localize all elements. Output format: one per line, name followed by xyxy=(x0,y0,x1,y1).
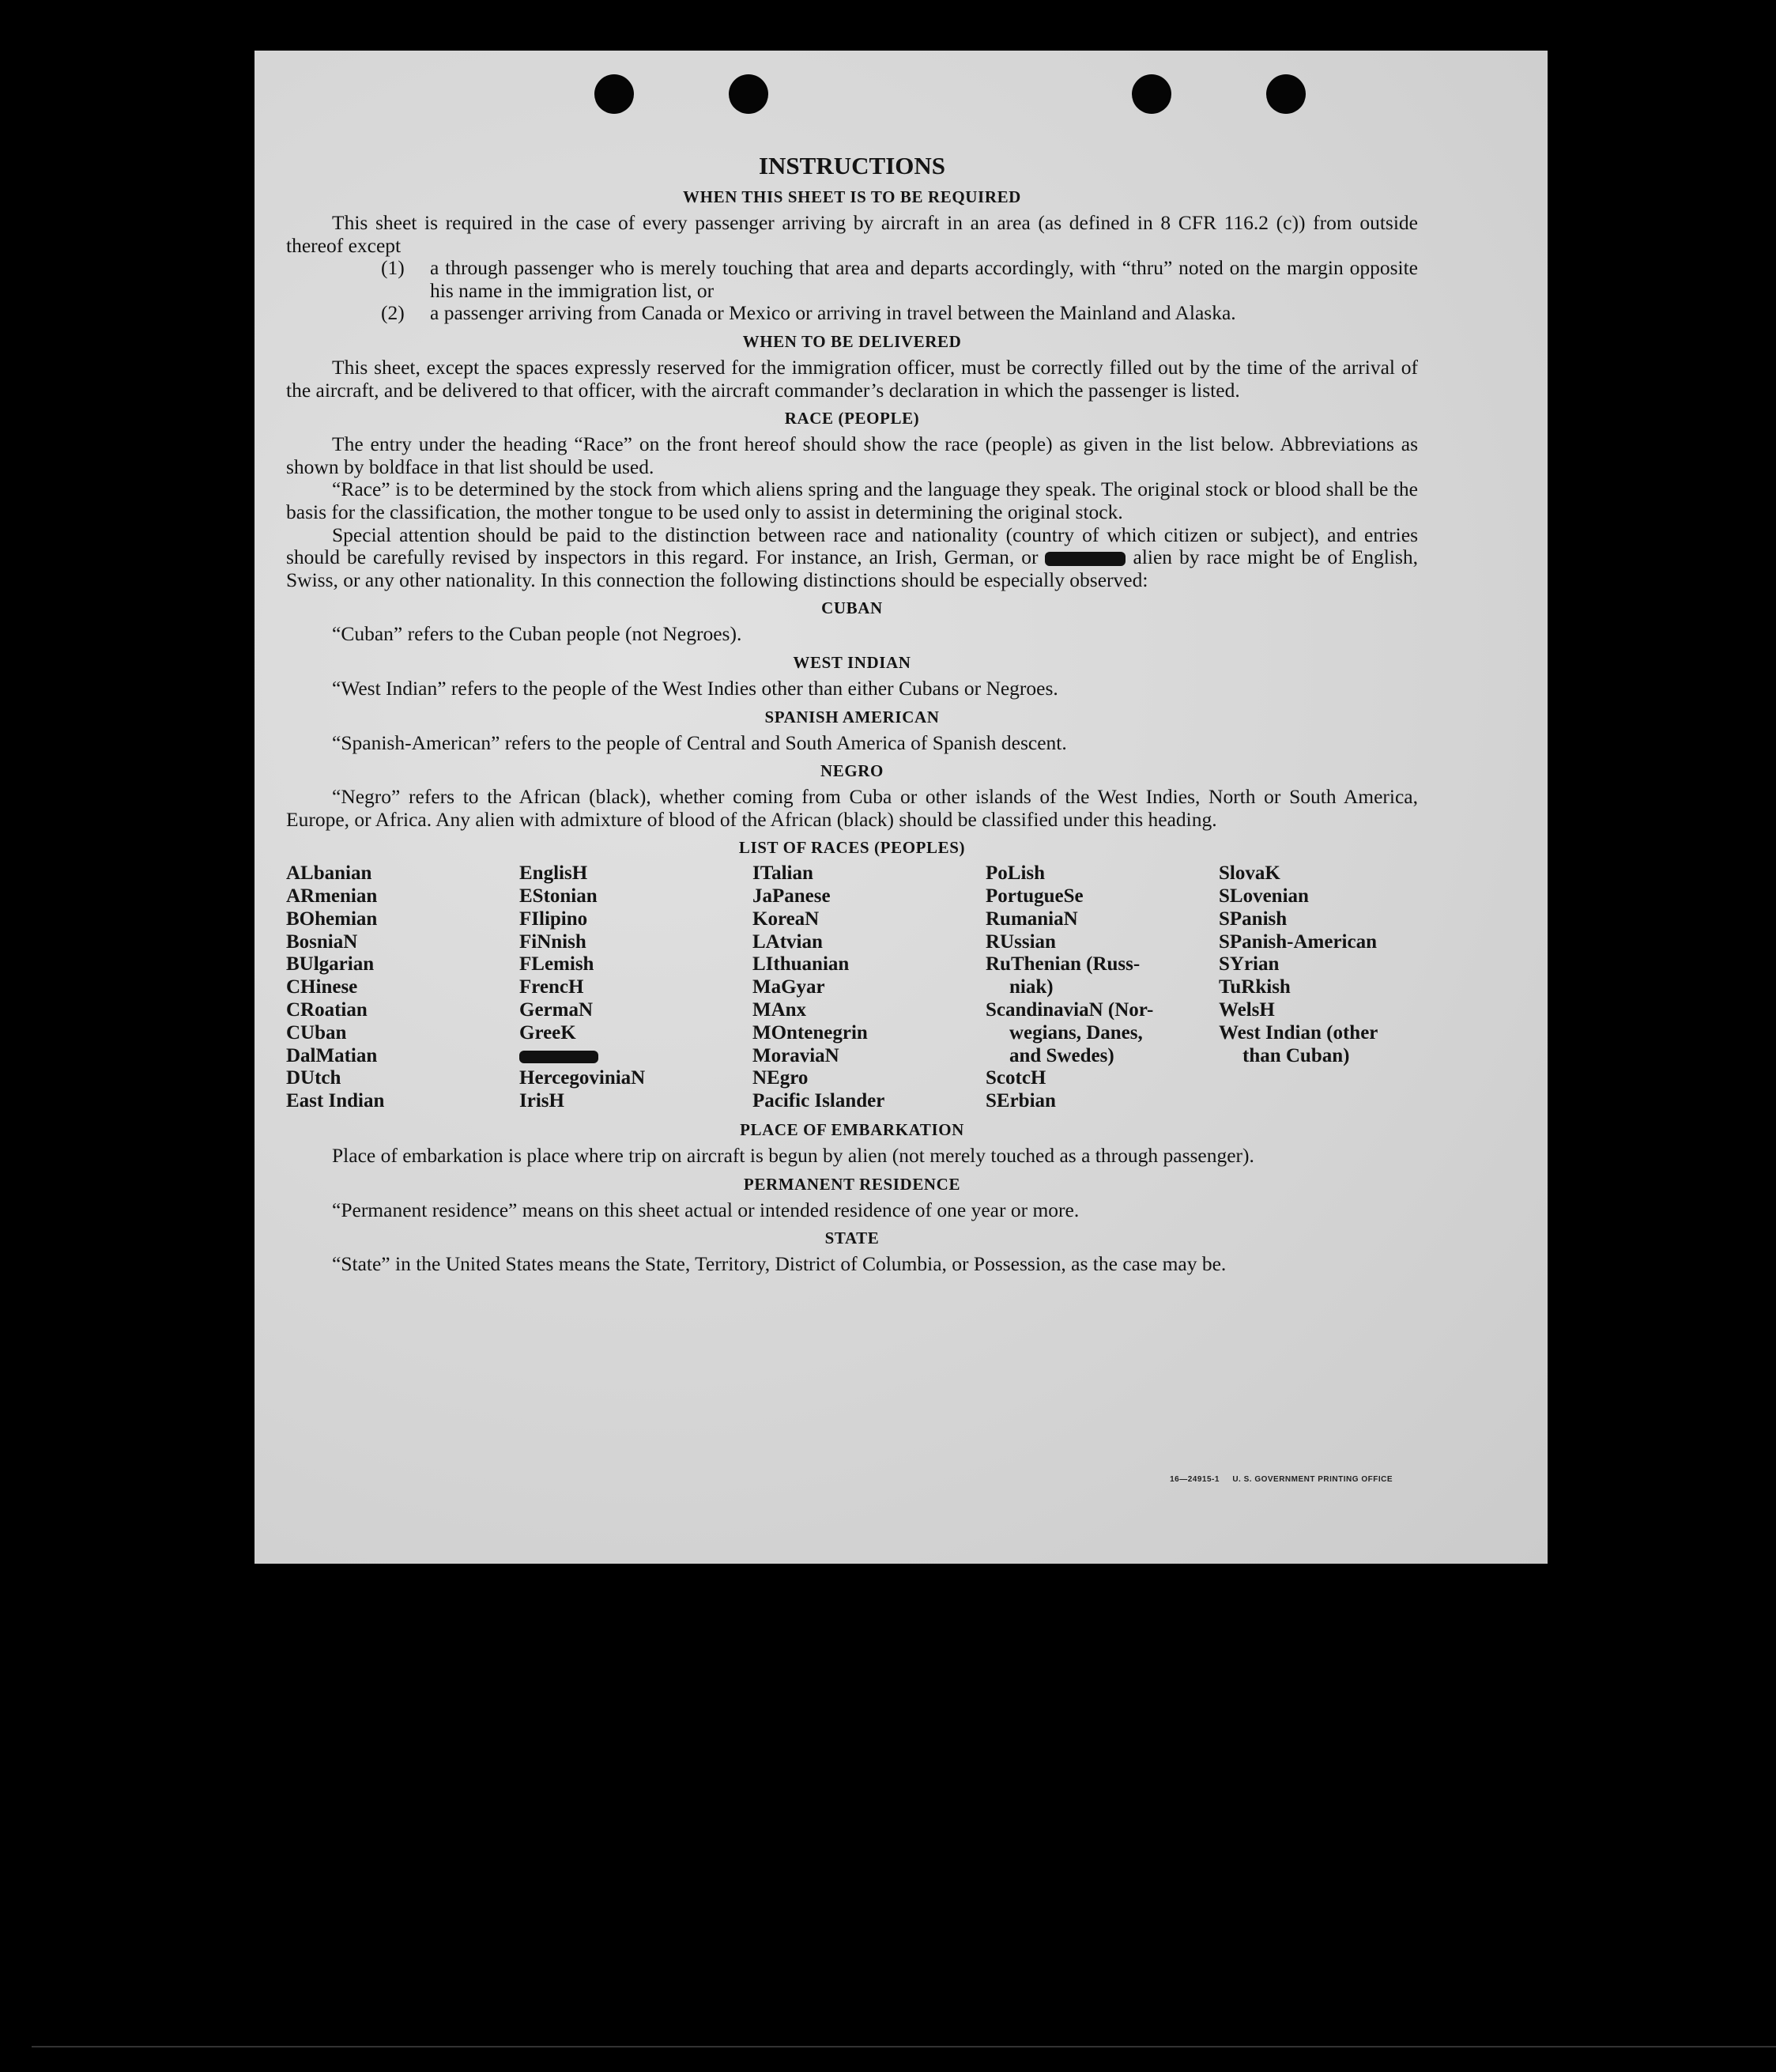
races-column-5 xyxy=(1219,862,1418,1113)
item-number: (2) xyxy=(381,301,405,325)
race-entry-continued: than Cuban) xyxy=(1242,1044,1350,1066)
race-entry: ALbanian xyxy=(286,862,372,885)
section-heading-negro: NEGRO xyxy=(820,761,884,781)
cuban-text: “Cuban” refers to the Cuban people (not Negroes). xyxy=(332,622,742,646)
scan-edge-line xyxy=(32,2046,1776,2047)
race-entry: JaPanese xyxy=(752,885,831,908)
race-paragraph-3-start: Special attention should be paid to the distinction between race and nationality (country of which citizen or subject), and entries should be carefully revised by inspectors in this regard. For instance, an Irish, German, or xyxy=(286,523,1418,569)
race-entry: FiNnish xyxy=(519,930,586,953)
race-entry: ITalian xyxy=(752,862,813,885)
races-column-2 xyxy=(519,862,752,1113)
race-entry: LIthuanian xyxy=(752,953,850,976)
print-code xyxy=(1170,1475,1393,1484)
spanish-american-text: “Spanish-American” refers to the people of Central and South America of Spanish descent. xyxy=(332,730,1067,754)
races-column-4 xyxy=(986,862,1219,1113)
race-entry: KoreaN xyxy=(752,908,820,930)
race-entry: FIlipino xyxy=(519,908,588,930)
race-entry: IrisH xyxy=(519,1090,564,1112)
race-paragraph-2: “Race” is to be determined by the stock from which aliens spring and the language they speak. The original stock or blood shall be the basis for the classification, the mother tongue to be used only to assist in determining the original stock. xyxy=(286,477,1418,523)
race-paragraph-3-end: alien by race might be of English, Swiss, or any other nationality. In this connection the following distinctions should be especially observed: xyxy=(286,545,1419,591)
race-entry: East Indian xyxy=(286,1090,385,1112)
section-heading-cuban: CUBAN xyxy=(821,598,883,618)
punch-hole xyxy=(1132,74,1171,114)
race-entry: SErbian xyxy=(986,1090,1056,1112)
list-item xyxy=(286,302,1418,325)
race-entry: NEgro xyxy=(752,1067,809,1089)
race-entry: WelsH xyxy=(1219,999,1275,1021)
race-entry: SLovenian xyxy=(1219,885,1309,908)
race-entry: SlovaK xyxy=(1219,862,1280,885)
punch-hole xyxy=(594,74,634,114)
section-heading-residence: PERMANENT RESIDENCE xyxy=(743,1174,961,1194)
race-entry: BOhemian xyxy=(286,908,378,930)
race-entry: CUban xyxy=(286,1021,347,1044)
race-entry: PortugueSe xyxy=(986,885,1084,908)
race-entry: HercegoviniaN xyxy=(519,1067,646,1089)
page-title: INSTRUCTIONS xyxy=(758,152,945,179)
race-entry: PoLish xyxy=(986,862,1046,885)
race-entry: EStonian xyxy=(519,885,598,908)
race-entry: MOntenegrin xyxy=(752,1021,868,1044)
race-entry-continued: wegians, Danes, xyxy=(1009,1021,1143,1044)
race-entry: West Indian (other xyxy=(1219,1021,1378,1044)
race-entry: ARmenian xyxy=(286,885,378,908)
races-column-1 xyxy=(286,862,519,1113)
race-entry: BUlgarian xyxy=(286,953,375,976)
section-heading-embarkation: PLACE OF EMBARKATION xyxy=(740,1120,964,1140)
race-entry: FrencH xyxy=(519,976,584,998)
race-entry: ScotcH xyxy=(986,1067,1046,1089)
race-entry: TuRkish xyxy=(1219,976,1291,998)
required-intro: This sheet is required in the case of every passenger arriving by aircraft in an area (as defined in 8 CFR 116.2 (c)) from outside thereof except xyxy=(286,211,1418,257)
form-code: 16—24915-1 xyxy=(1170,1475,1220,1484)
race-entry: MaGyar xyxy=(752,976,825,998)
race-entry: GreeK xyxy=(519,1021,576,1044)
race-entry: DalMatian xyxy=(286,1044,378,1066)
punch-hole xyxy=(1266,74,1306,114)
list-item xyxy=(286,257,1418,302)
race-entry: GermaN xyxy=(519,999,594,1021)
item-number: (1) xyxy=(381,256,405,280)
race-entry: LAtvian xyxy=(752,930,823,953)
race-entry: RuThenian (Russ- xyxy=(986,953,1141,976)
document-sheet xyxy=(255,51,1548,1564)
race-entry: EnglisH xyxy=(519,862,588,885)
race-entry: ScandinaviaN (Nor- xyxy=(986,999,1154,1021)
section-heading-state: STATE xyxy=(824,1228,880,1248)
section-heading-races-list: LIST OF RACES (PEOPLES) xyxy=(738,838,966,858)
section-heading-required: WHEN THIS SHEET IS TO BE REQUIRED xyxy=(683,187,1021,206)
race-entry: Pacific Islander xyxy=(752,1090,885,1112)
section-heading-west-indian: WEST INDIAN xyxy=(793,652,911,672)
delivered-text: This sheet, except the spaces expressly reserved for the immigration officer, must be correctly filled out by the time of the arrival of the aircraft, and be delivered to that officer, with the aircraft commander’s declaration in which the passenger is listed. xyxy=(286,355,1418,402)
race-paragraph-1: The entry under the heading “Race” on the front hereof should show the race (people) as given in the list below. Abbreviations as shown by boldface in that list should be used. xyxy=(286,432,1418,478)
race-entry: FLemish xyxy=(519,953,594,976)
race-entry-continued: and Swedes) xyxy=(1009,1044,1114,1066)
race-entry: MoraviaN xyxy=(752,1044,839,1066)
punch-hole xyxy=(729,74,768,114)
race-entry: BosniaN xyxy=(286,930,358,953)
item-text: a passenger arriving from Canada or Mexico or arriving in travel between the Mainland and Alaska. xyxy=(430,301,1236,325)
race-entry: DUtch xyxy=(286,1067,341,1089)
negro-text: “Negro” refers to the African (black), whether coming from Cuba or other islands of the West Indies, North or South America, Europe, or Africa. Any alien with admixture of blood of the African (black) should be classified under this heading. xyxy=(286,785,1418,831)
race-paragraph-3 xyxy=(286,524,1418,592)
race-entry: CRoatian xyxy=(286,999,368,1021)
west-indian-text: “West Indian” refers to the people of the West Indies other than either Cubans or Negroes. xyxy=(332,676,1058,700)
residence-text: “Permanent residence” means on this sheet actual or intended residence of one year or more. xyxy=(332,1198,1080,1221)
race-entry: MAnx xyxy=(752,999,807,1021)
section-heading-delivered: WHEN TO BE DELIVERED xyxy=(742,331,962,351)
race-entry-continued: niak) xyxy=(1009,976,1054,998)
printer-line: U. S. GOVERNMENT PRINTING OFFICE xyxy=(1232,1475,1393,1484)
race-entry: RumaniaN xyxy=(986,908,1078,930)
race-entry: SPanish-American xyxy=(1219,930,1377,953)
embarkation-text: Place of embarkation is place where trip on aircraft is begun by alien (not merely touched as a through passenger). xyxy=(332,1144,1254,1168)
race-entry: SPanish xyxy=(1219,908,1288,930)
redaction-mark xyxy=(519,1051,598,1063)
race-entry: SYrian xyxy=(1219,953,1280,976)
races-list xyxy=(286,862,1418,1113)
race-entry: CHinese xyxy=(286,976,358,998)
instructions-content xyxy=(286,152,1418,1276)
state-text: “State” in the United States means the State, Territory, District of Columbia, or Possession, as the case may be. xyxy=(332,1252,1227,1276)
races-column-3 xyxy=(752,862,986,1113)
section-heading-race: RACE (PEOPLE) xyxy=(784,409,920,428)
redaction-mark xyxy=(1045,552,1126,566)
item-text: a through passenger who is merely touching that area and departs accordingly, with “thru” noted on the margin opposite his name in the immigration list, or xyxy=(430,256,1418,302)
race-entry-redacted xyxy=(519,1045,752,1068)
race-entry: RUssian xyxy=(986,930,1056,953)
section-heading-spanish-american: SPANISH AMERICAN xyxy=(764,707,940,727)
